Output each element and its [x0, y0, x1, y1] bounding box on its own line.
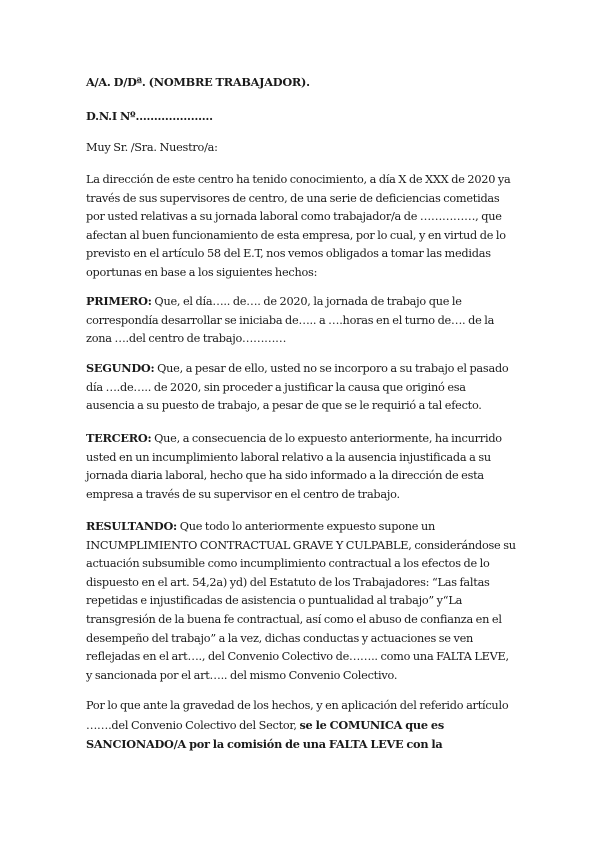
paragraph-resultando-label: RESULTANDO:: [86, 519, 177, 533]
paragraph-tercero: [86, 429, 516, 504]
paragraph-segundo-label: SEGUNDO:: [86, 361, 155, 375]
intro-paragraph: La dirección de este centro ha tenido conocimiento, a día X de XXX de 2020 ya través de sus supervisores de centro, de una serie de deficiencias cometidas por usted relativas a su jornada laboral como trabajador/a de ……………, que afectan al buen funcionamiento de esta empresa, por lo cual, y en virtud de lo previsto en el artículo 58 del E.T, nos vemos obligados a tomar las medidas oportunas en base a los siguientes hechos:: [86, 173, 511, 279]
paragraph-resultando-text: Que todo lo anteriormente expuesto supone un INCUMPLIMIENTO CONTRACTUAL GRAVE Y CULPABLE, considerándose su actuación subsumible como incumplimiento contractual a los efectos de lo dispuesto en el art. 54,2a) yd) del Estatuto de los Trabajadores: “Las faltas repetidas e injustificadas de asistencia o puntualidad al trabajo” y“La transgresión de la buena fe contractual, así como el abuso de confianza en el desempeño del trabajo” a la vez, dichas conductas y actuaciones se ven reflejadas en el art…., del Convenio Colectivo de…….. como una FALTA LEVE, y sancionada por el art….. del mismo Convenio Colectivo.: [86, 520, 516, 682]
paragraph-primero-text: Que, el día….. de…. de 2020, la jornada de trabajo que le correspondía desarrollar se iniciaba de….. a ….horas en el turno de…. de la zona ….del centro de trabajo…………: [86, 295, 495, 346]
dni-line: D.N.I Nº…………………: [86, 109, 213, 123]
paragraph-conclusion: [86, 697, 516, 755]
salutation: Muy Sr. /Sra. Nuestro/a:: [86, 141, 218, 154]
paragraph-resultando: [86, 517, 516, 685]
recipient-line: A/A. D/Dª. (NOMBRE TRABAJADOR).: [86, 75, 310, 89]
paragraph-segundo: [86, 359, 516, 416]
paragraph-conclusion-bold: se le COMUNICA que es SANCIONADO/A por la comisión de una FALTA LEVE con la: [86, 717, 444, 752]
paragraph-segundo-text: Que, a pesar de ello, usted no se incorporo a su trabajo el pasado día ….de….. de 2020, sin proceder a justificar la causa que originó esa ausencia a su puesto de trabajo, a pesar de que se le requirió a tal efecto.: [86, 362, 509, 413]
paragraph-conclusion-text: Por lo que ante la gravedad de los hechos, y en aplicación del referido artículo …….del Convenio Colectivo del Sector,: [86, 699, 509, 732]
paragraph-primero-label: PRIMERO:: [86, 294, 152, 308]
paragraph-tercero-text: Que, a consecuencia de lo expuesto anteriormente, ha incurrido usted en un incumplimiento laboral relativo a la ausencia injustificada a su jornada diaria laboral, hecho que ha sido informado a la dirección de esta empresa a través de su supervisor en el centro de trabajo.: [86, 432, 502, 501]
paragraph-primero: [86, 292, 516, 349]
paragraph-tercero-label: TERCERO:: [86, 431, 152, 445]
